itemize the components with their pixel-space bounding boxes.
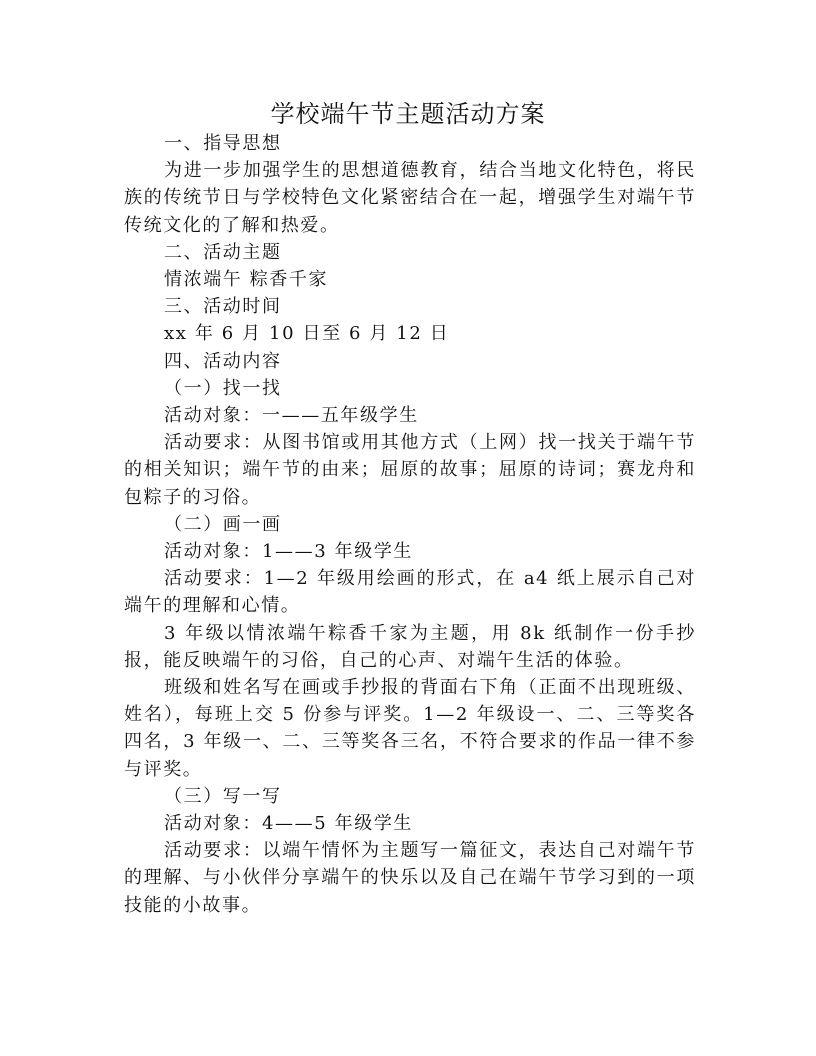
subheading-draw: （二）画一画: [164, 513, 282, 535]
paragraph-theme: 情浓端午 粽香千家: [164, 269, 329, 291]
subheading-write: （三）写一写: [164, 785, 282, 807]
paragraph-find-requirements: 活动要求：从图书馆或用其他方式（上网）找一找关于端午节的相关知识；端午节的由来；屈原的故事；屈原的诗词；赛龙舟和包粽子的习俗。: [124, 432, 696, 508]
paragraph-time: xx 年 6 月 10 日至 6 月 12 日: [164, 323, 450, 345]
paragraph-draw-awards: 班级和姓名写在画或手抄报的背面右下角（正面不出现班级、姓名），每班上交 5 份参与评奖。1—2 年级设一、二、三等奖各四名，3 年级一、二、三等奖各三名，不符合要求的作品一律不参与评奖。: [124, 677, 696, 780]
paragraph-write-requirements: 活动要求：以端午情怀为主题写一篇征文，表达自己对端午节的理解、与小伙伴分享端午的快乐以及自己在端午节学习到的一项技能的小故事。: [124, 840, 696, 916]
paragraph-draw-requirements: 活动要求：1—2 年级用绘画的形式，在 a4 纸上展示自己对端午的理解和心情。: [124, 568, 696, 617]
paragraph-draw-target: 活动对象：1——3 年级学生: [164, 541, 414, 563]
section-heading-content: 四、活动内容: [164, 350, 282, 372]
paragraph-find-target: 活动对象：一——五年级学生: [164, 405, 419, 427]
section-heading-time: 三、活动时间: [164, 296, 282, 318]
section-heading-guiding-ideology: 一、指导思想: [164, 133, 282, 154]
subheading-find: （一）找一找: [164, 377, 282, 399]
document-title: 学校端午节主题活动方案: [270, 100, 546, 128]
document-body: [124, 130, 696, 919]
section-heading-theme: 二、活动主题: [164, 241, 282, 263]
paragraph-write-target: 活动对象：4——5 年级学生: [164, 813, 414, 835]
paragraph-draw-grade3: 3 年级以情浓端午粽香千家为主题，用 8k 纸制作一份手抄报，能反映端午的习俗，自己的心声、对端午生活的体验。: [124, 622, 696, 671]
paragraph-guiding-ideology: 为进一步加强学生的思想道德教育，结合当地文化特色，将民族的传统节日与学校特色文化紧密结合在一起，增强学生对端午节传统文化的了解和热爱。: [124, 160, 696, 236]
